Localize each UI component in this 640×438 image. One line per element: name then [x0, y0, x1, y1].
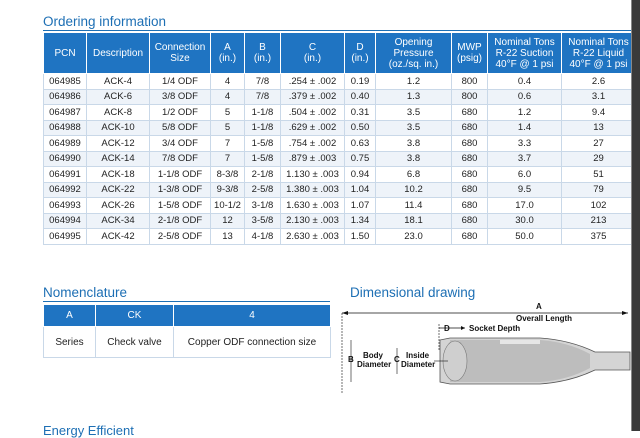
overall-length-arrow-left — [342, 311, 348, 315]
label-inside: Inside — [406, 351, 430, 360]
table-cell: 680 — [452, 167, 488, 183]
table-cell: 27 — [562, 136, 636, 152]
nomenclature-table — [43, 304, 331, 358]
table-cell: 1.4 — [488, 120, 562, 136]
ordering-header-line: 40°F @ 1 psi — [569, 58, 628, 70]
ordering-header-6 — [345, 33, 376, 74]
table-cell: 1.3 — [376, 89, 452, 105]
ordering-header-line: (in.) — [351, 53, 369, 64]
table-cell: 680 — [452, 120, 488, 136]
table-cell: 1-1/8 — [245, 105, 281, 121]
ordering-header-line: Pressure — [393, 47, 434, 59]
table-cell: .504 ± .002 — [281, 105, 345, 121]
table-cell: 102 — [562, 198, 636, 214]
ordering-header-10 — [562, 33, 636, 74]
valve-body-shading — [450, 340, 590, 382]
ordering-header-line: Connection — [154, 42, 206, 53]
table-cell: 0.75 — [345, 151, 376, 167]
table-cell: ACK-26 — [87, 198, 150, 214]
ordering-header-line: B — [259, 42, 266, 53]
table-cell: 1-3/8 ODF — [150, 182, 211, 198]
label-inside-diameter: Diameter — [401, 360, 436, 369]
table-cell: 1.07 — [345, 198, 376, 214]
ordering-header-line: PCN — [54, 47, 76, 59]
table-cell: 7/8 — [245, 74, 281, 90]
table-cell: 680 — [452, 136, 488, 152]
table-cell: 1.630 ± .003 — [281, 198, 345, 214]
table-cell: 0.63 — [345, 136, 376, 152]
table-cell: 680 — [452, 213, 488, 229]
table-cell: 5 — [211, 120, 245, 136]
table-cell: 1.2 — [376, 74, 452, 90]
table-cell: 064985 — [44, 74, 87, 90]
label-socket-depth: Socket Depth — [469, 324, 521, 333]
table-cell: 1/2 ODF — [150, 105, 211, 121]
ordering-header-line: R-22 Suction — [495, 47, 554, 59]
table-cell: 23.0 — [376, 229, 452, 245]
table-cell: 064986 — [44, 89, 87, 105]
table-row — [44, 213, 636, 229]
table-row — [44, 74, 636, 90]
table-cell: 680 — [452, 105, 488, 121]
table-row — [44, 136, 636, 152]
table-cell: 3.1 — [562, 89, 636, 105]
ordering-header-line: (in.) — [303, 53, 322, 64]
label-d: D — [444, 324, 450, 333]
nomenclature-header-size: 4 — [174, 305, 331, 327]
table-cell: .379 ± .002 — [281, 89, 345, 105]
table-cell: 3/4 ODF — [150, 136, 211, 152]
ordering-header-line: A — [224, 42, 231, 53]
table-cell: 4-1/8 — [245, 229, 281, 245]
table-cell: ACK-42 — [87, 229, 150, 245]
table-cell: 0.4 — [488, 74, 562, 90]
table-cell: 2.130 ± .003 — [281, 213, 345, 229]
nomenclature-title-rule — [43, 301, 330, 302]
table-cell: 2-1/8 — [245, 167, 281, 183]
table-cell: 10-1/2 — [211, 198, 245, 214]
table-row — [44, 151, 636, 167]
ordering-header-7 — [376, 33, 452, 74]
table-cell: 2-5/8 ODF — [150, 229, 211, 245]
table-cell: 10.2 — [376, 182, 452, 198]
table-cell: ACK-8 — [87, 105, 150, 121]
table-row — [44, 167, 636, 183]
table-cell: 13 — [211, 229, 245, 245]
ordering-header-0 — [44, 33, 87, 74]
table-cell: 064987 — [44, 105, 87, 121]
table-cell: 1-1/8 ODF — [150, 167, 211, 183]
ordering-header-line: MWP — [457, 42, 482, 53]
table-cell: 5/8 ODF — [150, 120, 211, 136]
dimensional-drawing — [340, 300, 640, 410]
table-cell: 17.0 — [488, 198, 562, 214]
label-overall-length: Overall Length — [516, 314, 573, 323]
table-cell: ACK-18 — [87, 167, 150, 183]
table-cell: 680 — [452, 182, 488, 198]
table-cell: 50.0 — [488, 229, 562, 245]
table-cell: 2.630 ± .003 — [281, 229, 345, 245]
table-cell: 1/4 ODF — [150, 74, 211, 90]
table-cell: 213 — [562, 213, 636, 229]
table-cell: 6.0 — [488, 167, 562, 183]
table-cell: 064991 — [44, 167, 87, 183]
table-cell: 0.19 — [345, 74, 376, 90]
table-cell: 1-1/8 — [245, 120, 281, 136]
dimensional-drawing-title: Dimensional drawing — [350, 285, 476, 300]
table-cell: ACK-4 — [87, 74, 150, 90]
table-cell: ACK-6 — [87, 89, 150, 105]
table-cell: 1.2 — [488, 105, 562, 121]
ordering-header-4 — [245, 33, 281, 74]
ordering-header-line: (oz./sq. in.) — [388, 58, 439, 70]
table-cell: 1.04 — [345, 182, 376, 198]
nomenclature-value-valve: Check valve — [96, 327, 174, 358]
table-cell: 1-5/8 — [245, 136, 281, 152]
table-cell: 680 — [452, 229, 488, 245]
table-cell: 1.380 ± .003 — [281, 182, 345, 198]
table-cell: 29 — [562, 151, 636, 167]
table-cell: 1.130 ± .003 — [281, 167, 345, 183]
table-cell: 9.4 — [562, 105, 636, 121]
table-cell: 9-3/8 — [211, 182, 245, 198]
table-cell: 375 — [562, 229, 636, 245]
table-cell: 1-5/8 ODF — [150, 198, 211, 214]
table-cell: 2-1/8 ODF — [150, 213, 211, 229]
table-cell: 1-5/8 — [245, 151, 281, 167]
ordering-header-line: R-22 Liquid — [572, 47, 625, 59]
ordering-header-line: Description — [92, 47, 144, 59]
table-cell: 3.3 — [488, 136, 562, 152]
table-row — [44, 89, 636, 105]
table-cell: 064990 — [44, 151, 87, 167]
ordering-header-line: Size — [170, 53, 190, 64]
ordering-header-line: 40°F @ 1 psi — [495, 58, 554, 70]
next-section-title-clipped: Energy Efficient — [43, 423, 134, 438]
table-cell: 3.7 — [488, 151, 562, 167]
window-edge — [631, 0, 640, 431]
ordering-header-line: (in.) — [218, 53, 237, 64]
label-c: C — [394, 355, 400, 364]
table-cell: 13 — [562, 120, 636, 136]
ordering-header-5 — [281, 33, 345, 74]
table-cell: 680 — [452, 151, 488, 167]
table-cell: 6.8 — [376, 167, 452, 183]
label-b: B — [348, 355, 354, 364]
table-cell: 1.34 — [345, 213, 376, 229]
table-cell: 18.1 — [376, 213, 452, 229]
table-cell: 3.5 — [376, 120, 452, 136]
table-cell: .879 ± .003 — [281, 151, 345, 167]
ordering-header-line: (in.) — [253, 53, 272, 64]
nomenclature-value-series: Series — [44, 327, 96, 358]
table-cell: 064993 — [44, 198, 87, 214]
nomenclature-header-row — [44, 305, 331, 327]
table-row — [44, 120, 636, 136]
table-cell: 0.6 — [488, 89, 562, 105]
table-cell: ACK-14 — [87, 151, 150, 167]
nomenclature-title: Nomenclature — [43, 285, 128, 300]
ordering-header-line: Nominal Tons — [568, 36, 629, 48]
ordering-table-body — [44, 74, 636, 245]
table-cell: 064994 — [44, 213, 87, 229]
ordering-header-line: C — [308, 42, 317, 53]
table-cell: 3-5/8 — [245, 213, 281, 229]
table-cell: 9.5 — [488, 182, 562, 198]
ordering-header-8 — [452, 33, 488, 74]
ordering-header-line: Nominal Tons — [494, 36, 555, 48]
table-cell: .754 ± .002 — [281, 136, 345, 152]
table-cell: 11.4 — [376, 198, 452, 214]
table-cell: .254 ± .002 — [281, 74, 345, 90]
table-cell: 7 — [211, 136, 245, 152]
ordering-header-line: D — [356, 42, 364, 53]
ordering-table — [43, 32, 636, 245]
table-cell: 064995 — [44, 229, 87, 245]
table-cell: 7/8 ODF — [150, 151, 211, 167]
table-cell: 12 — [211, 213, 245, 229]
table-row — [44, 182, 636, 198]
table-row — [44, 105, 636, 121]
table-cell: 30.0 — [488, 213, 562, 229]
table-cell: 800 — [452, 74, 488, 90]
table-cell: ACK-34 — [87, 213, 150, 229]
socket-depth-arrow — [461, 326, 465, 330]
table-cell: 3.8 — [376, 136, 452, 152]
table-cell: ACK-22 — [87, 182, 150, 198]
ordering-header-1 — [87, 33, 150, 74]
table-cell: 51 — [562, 167, 636, 183]
table-cell: 064992 — [44, 182, 87, 198]
table-cell: 680 — [452, 198, 488, 214]
table-cell: 2-5/8 — [245, 182, 281, 198]
table-cell: 3-1/8 — [245, 198, 281, 214]
label-body: Body — [363, 351, 383, 360]
nomenclature-header-valve: CK — [96, 305, 174, 327]
overall-length-arrow-right — [622, 311, 628, 315]
label-a: A — [536, 302, 542, 311]
nomenclature-value-size: Copper ODF connection size — [174, 327, 331, 358]
ordering-header-line: Opening — [394, 36, 433, 48]
table-cell: 3.8 — [376, 151, 452, 167]
table-cell: 5 — [211, 105, 245, 121]
label-body-diameter: Diameter — [357, 360, 392, 369]
table-cell: 8-3/8 — [211, 167, 245, 183]
ordering-header-row — [44, 33, 636, 74]
table-cell: 0.50 — [345, 120, 376, 136]
table-cell: 0.31 — [345, 105, 376, 121]
table-cell: ACK-12 — [87, 136, 150, 152]
table-cell: 0.40 — [345, 89, 376, 105]
table-cell: ACK-10 — [87, 120, 150, 136]
table-cell: 0.94 — [345, 167, 376, 183]
table-cell: 064988 — [44, 120, 87, 136]
table-cell: 800 — [452, 89, 488, 105]
table-cell: 2.6 — [562, 74, 636, 90]
table-cell: 7 — [211, 151, 245, 167]
ordering-title-rule — [43, 30, 635, 31]
table-cell: 4 — [211, 74, 245, 90]
ordering-information-title: Ordering information — [43, 14, 167, 29]
valve-highlight — [500, 340, 540, 344]
nomenclature-header-series: A — [44, 305, 96, 327]
table-cell: 3/8 ODF — [150, 89, 211, 105]
nomenclature-value-row — [44, 327, 331, 358]
table-row — [44, 198, 636, 214]
table-cell: 79 — [562, 182, 636, 198]
ordering-header-line: (psig) — [456, 53, 482, 64]
ordering-header-9 — [488, 33, 562, 74]
table-cell: 4 — [211, 89, 245, 105]
ordering-header-2 — [150, 33, 211, 74]
table-cell: 7/8 — [245, 89, 281, 105]
table-cell: 064989 — [44, 136, 87, 152]
table-row — [44, 229, 636, 245]
table-cell: 3.5 — [376, 105, 452, 121]
ordering-header-3 — [211, 33, 245, 74]
table-cell: 1.50 — [345, 229, 376, 245]
table-cell: .629 ± .002 — [281, 120, 345, 136]
